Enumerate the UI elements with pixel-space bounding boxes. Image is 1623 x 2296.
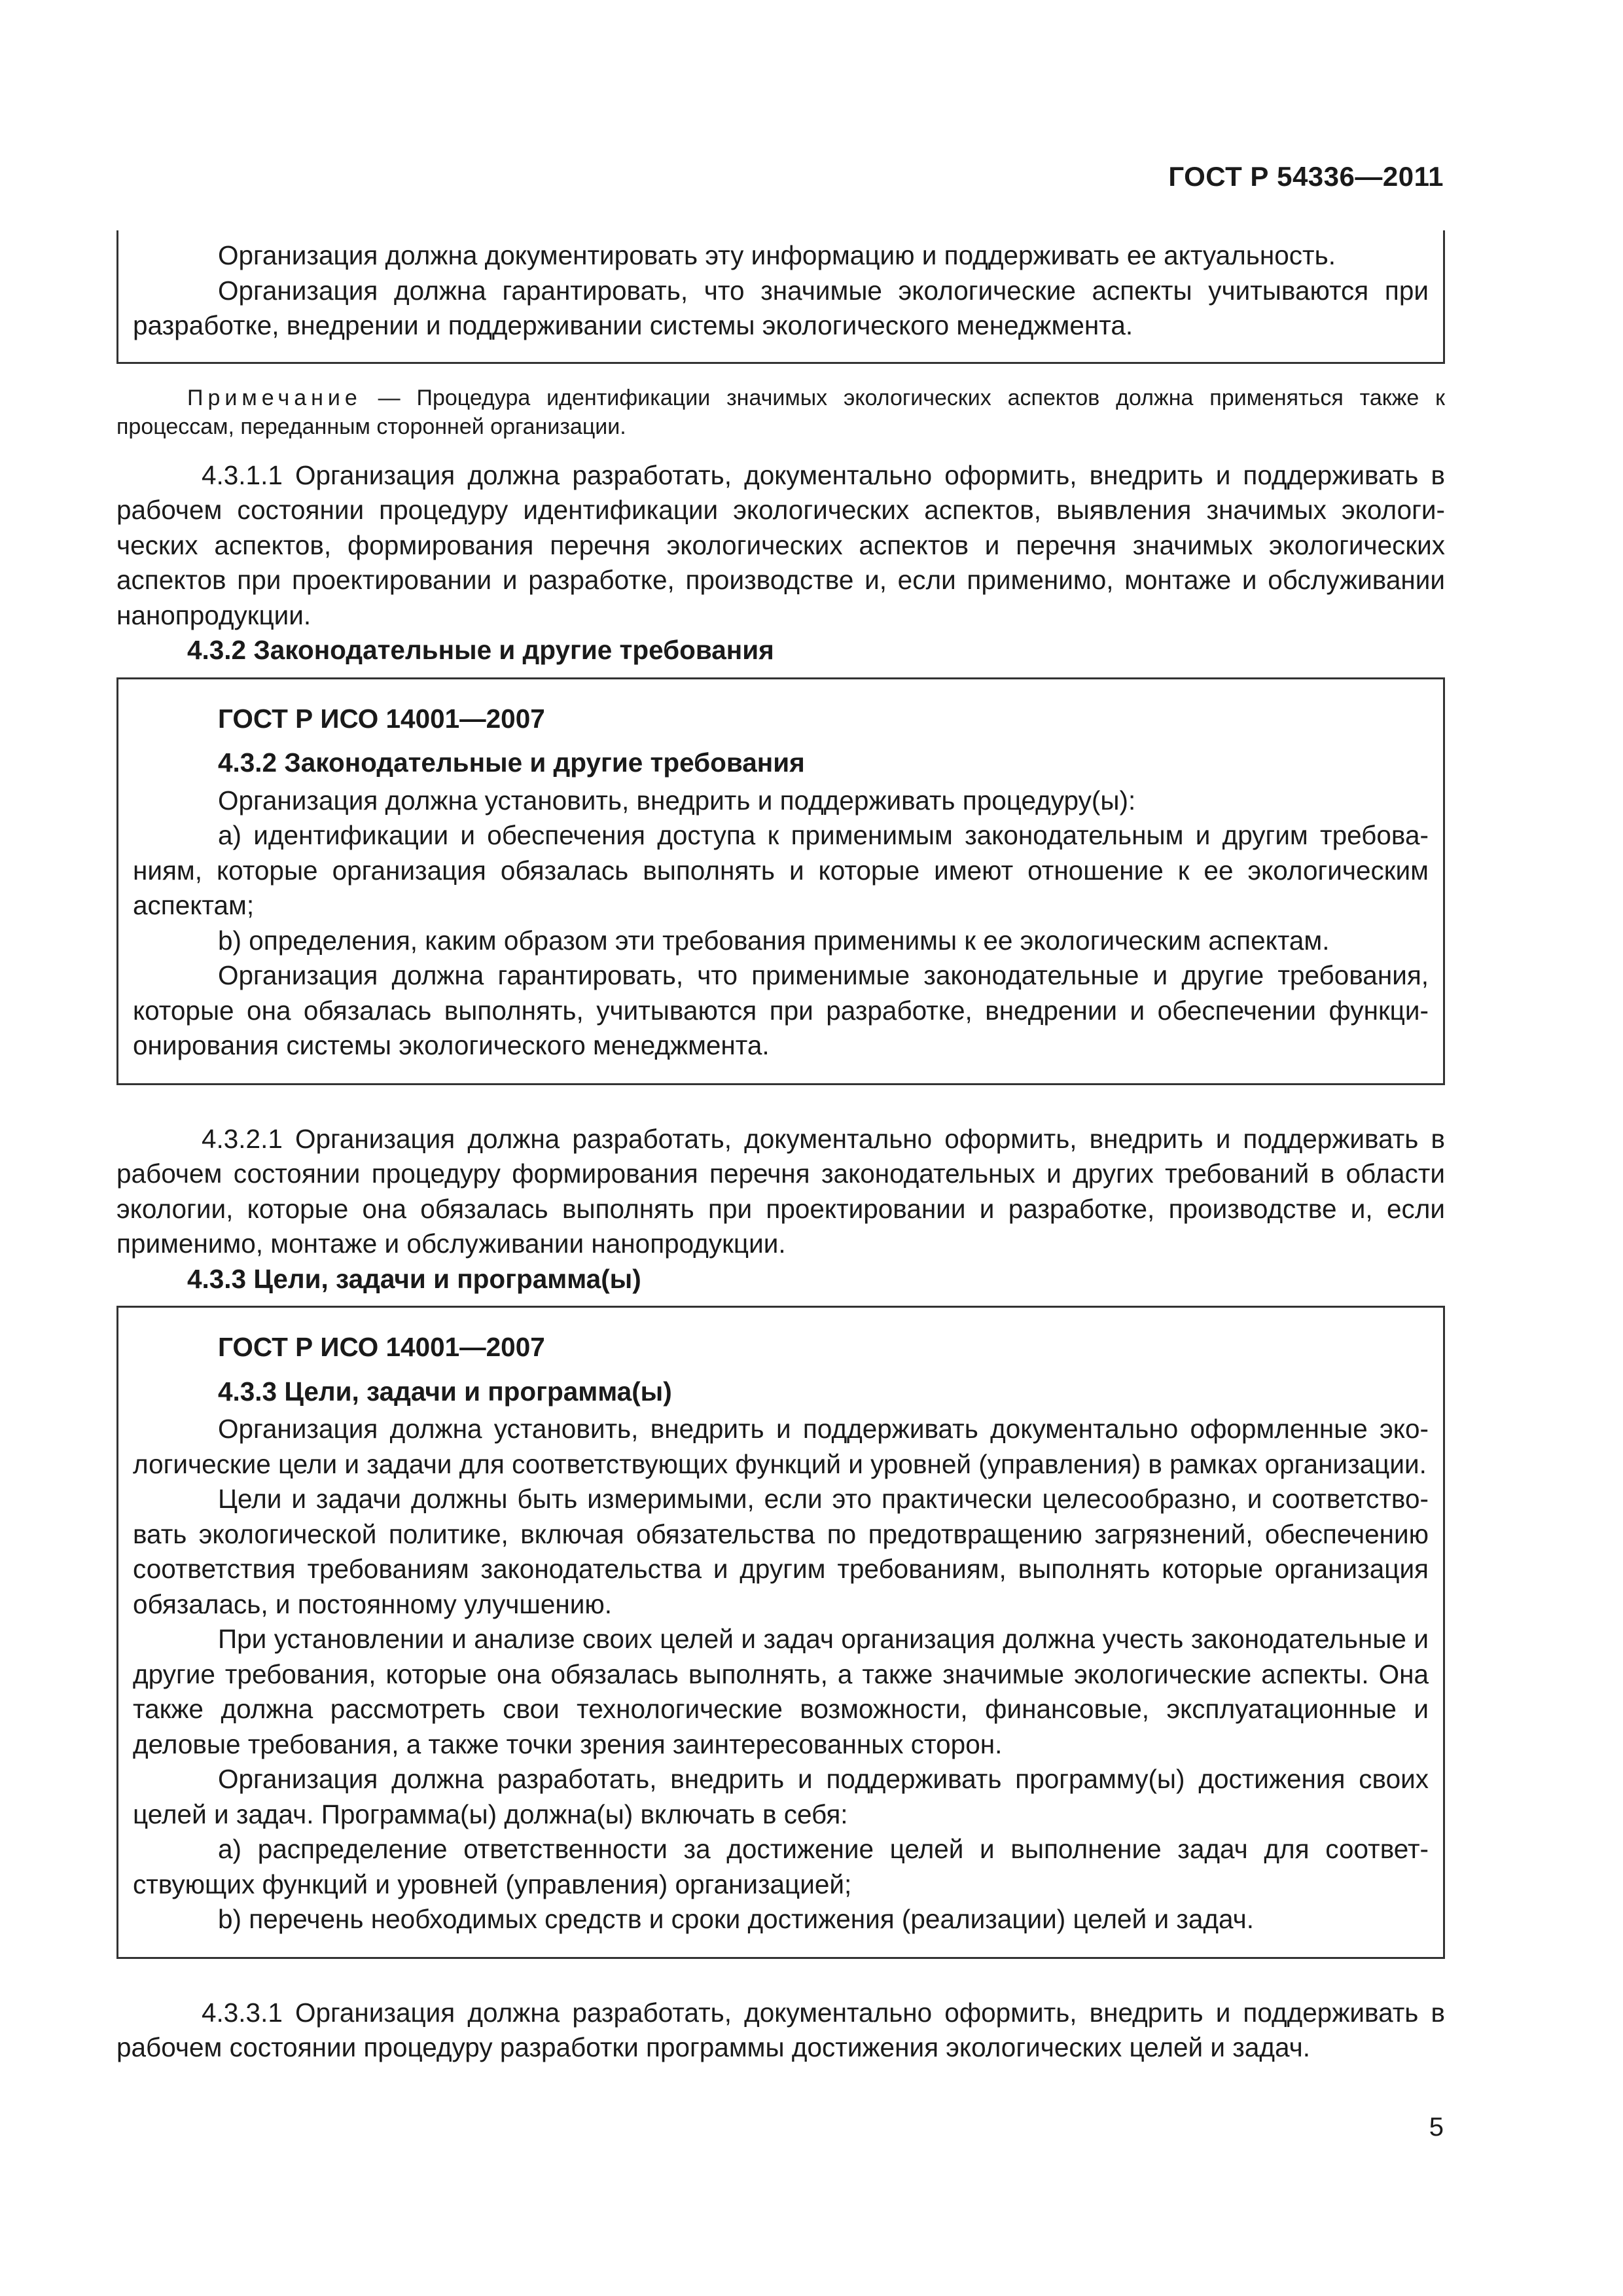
- box3-paragraph-2: Цели и задачи должны быть измеримыми, если это практически целесообразно, и соответствовать экологической политике, включая обязательства по предотвращению загрязнений, обеспечению соответствия требованиям законодательства и другим требованиям, выполнять которые организация обязалась, и постоянному улучшению.: [133, 1484, 1429, 1619]
- box1-paragraph-1: Организация должна документировать эту информацию и поддерживать ее актуальность.: [218, 240, 1336, 270]
- clause-4-3-1-1: 4.3.1.1 Организация должна разработать, документально оформить, внедрить и поддерживать в рабочем состоянии процедуру идентификации экологических аспектов, выявления значимых экологических аспектов, формирования перечня экологических аспектов и перечня значимых экологических аспектов при проектировании и разработке, производстве и, если применимо, монтаже и обслуживании нанопродукции.: [116, 459, 1445, 630]
- page-number: 5: [1429, 2113, 1444, 2142]
- box2-paragraph-2: Организация должна гарантировать, что применимые законодательные и другие требования, которые она обязалась выполнять, учитываются при разработке, внедрении и обеспечении функционирования системы экологического менеджмента.: [133, 960, 1429, 1060]
- quote-box-continued: [116, 230, 1445, 364]
- page-content: [116, 230, 1445, 2066]
- box3-paragraph-3: При установлении и анализе своих целей и задач организация должна учесть законодательные и другие требования, которые она обязалась выполнять, а также значимые экологические аспекты. Она также должна рассмотреть свои технологические возможности, финансовые, эксплуатационные и деловые требования, а также точки зрения заинтересованных сторон.: [133, 1624, 1429, 1759]
- box2-paragraph-1: Организация должна установить, внедрить и поддерживать процедуру(ы):: [218, 785, 1136, 816]
- box3-section-title: 4.3.3 Цели, задачи и программа(ы): [218, 1376, 672, 1407]
- box2-section-title: 4.3.2 Законодательные и другие требования: [218, 747, 805, 778]
- quote-box-4-3-3: [116, 1306, 1445, 1959]
- box2-item-a: a) идентификации и обеспечения доступа к применимым законодательным и другим требованиям, которые организация обязалась выполнять и которые имеют отношение к ее экологическим аспектам;: [133, 820, 1429, 920]
- box2-item-b: b) определения, каким образом эти требования применимы к ее экологическим аспектам.: [218, 925, 1330, 956]
- clause-4-3-2-1: 4.3.2.1 Организация должна разработать, документально оформить, внедрить и поддерживать в рабочем состоянии процедуру формирования перечня законодательных и других требований в области экологии, которые она обязалась выполнять при проектировании и разработке, производстве и, если применимо, монтаже и обслуживании нанопродукции.: [116, 1123, 1445, 1259]
- box3-paragraph-1: Организация должна установить, внедрить и поддерживать документально оформленные экологические цели и задачи для соответствующих функций и уровней (управления) в рамках организации.: [133, 1414, 1429, 1479]
- quote-box-4-3-2: [116, 677, 1445, 1085]
- heading-4-3-2: 4.3.2 Законодательные и другие требования: [187, 635, 774, 665]
- clause-4-3-3-1: 4.3.3.1 Организация должна разработать, документально оформить, внедрить и поддерживать в рабочем состоянии процедуру разработки программы достижения экологических целей и задач.: [116, 1997, 1445, 2062]
- note-text: Процедура идентификации значимых экологических аспектов должна применяться также к процессам, переданным сторонней организации.: [116, 385, 1445, 439]
- box3-paragraph-4: Организация должна разработать, внедрить и поддерживать программу(ы) достижения своих целей и задач. Программа(ы) должна(ы) включать в себя:: [133, 1764, 1429, 1829]
- box3-standard-title: ГОСТ Р ИСО 14001—2007: [218, 1332, 545, 1362]
- heading-4-3-3: 4.3.3 Цели, задачи и программа(ы): [187, 1263, 641, 1294]
- box3-item-a: a) распределение ответственности за достижение целей и выполнение задач для соответствующих функций и уровней (управления) организацией;: [133, 1834, 1429, 1899]
- note: [116, 384, 1445, 441]
- box2-standard-title: ГОСТ Р ИСО 14001—2007: [218, 703, 545, 734]
- document-code: ГОСТ Р 54336—2011: [1168, 161, 1444, 192]
- note-dash: —: [361, 385, 417, 410]
- note-label: Примечание: [187, 385, 362, 410]
- box1-paragraph-2: Организация должна гарантировать, что значимые экологические аспекты учитываются при разработке, внедрении и поддерживании системы экологического менеджмента.: [133, 275, 1429, 340]
- box3-item-b: b) перечень необходимых средств и сроки достижения (реализации) целей и задач.: [218, 1904, 1255, 1934]
